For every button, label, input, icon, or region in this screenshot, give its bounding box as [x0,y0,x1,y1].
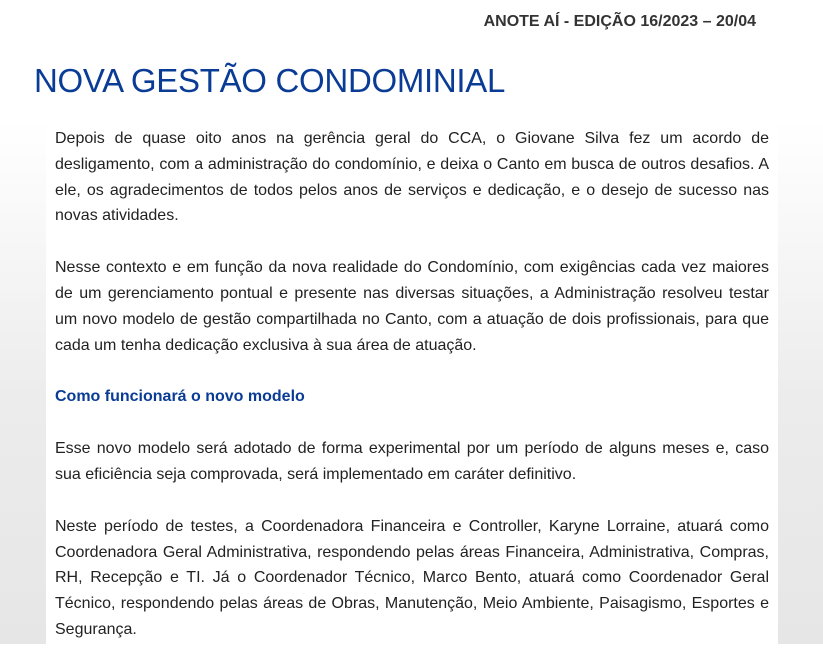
article-subheading: Como funcionará o novo modelo [55,388,305,406]
article-paragraph-4: Neste período de testes, a Coordenadora Financeira e Controller, Karyne Lorraine, atuará como Coordenadora Geral Administrativa, respondendo pelas áreas Financeira, Administrativa, Compras, RH, Recepção e TI. Já o Coordenador Técnico, Marco Bento, atuará como Coordenador Geral Técnico, respondendo pelas áreas de Obras, Manutenção, Meio Ambiente, Paisagismo, Esportes e Segurança. [55,517,769,638]
article-body [55,126,769,669]
article-paragraph-3: Esse novo modelo será adotado de forma experimental por um período de alguns meses e, caso sua eficiência seja comprovada, será implementado em caráter definitivo. [55,440,769,483]
article-title: NOVA GESTÃO CONDOMINIAL [34,62,506,99]
article-paragraph-2: Nesse contexto e em função da nova realidade do Condomínio, com exigências cada vez maiores de um gerenciamento pontual e presente nas diversas situações, a Administração resolveu testar um novo modelo de gestão compartilhada no Canto, com a atuação de dois profissionais, para que cada um tenha dedicação exclusiva à sua área de atuação. [55,259,769,354]
article-paragraph-1: Depois de quase oito anos na gerência geral do CCA, o Giovane Silva fez um acordo de desligamento, com a administração do condomínio, e deixa o Canto em busca de outros desafios. A ele, os agradecimentos de todos pelos anos de serviços e dedicação, e o desejo de sucesso nas novas atividades. [55,130,769,225]
edition-header: ANOTE AÍ - EDIÇÃO 16/2023 – 20/04 [483,13,756,30]
